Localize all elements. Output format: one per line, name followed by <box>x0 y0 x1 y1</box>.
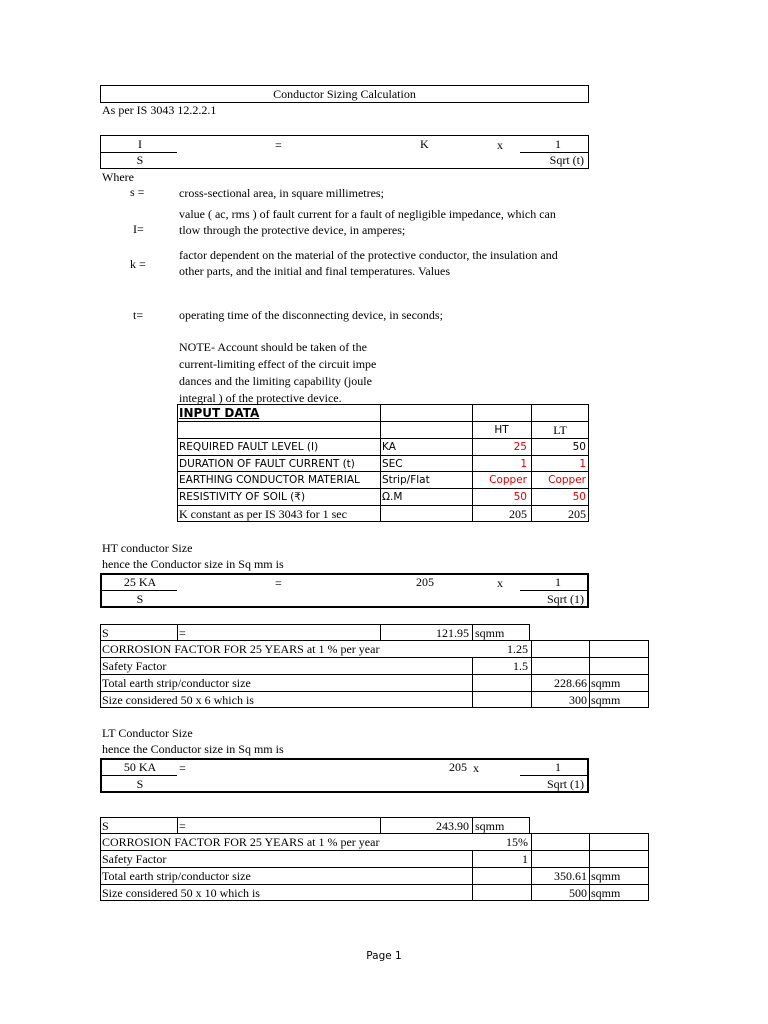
row-duration-unit: SEC <box>382 458 403 470</box>
ht-formula-one: 1 <box>555 575 561 589</box>
ht-formula-s: S <box>136 592 144 606</box>
note-line-4: integral ) of the protective device. <box>179 391 342 405</box>
lt-s-col-5 <box>529 817 530 833</box>
formula-k: K <box>420 137 429 151</box>
lt-formula-k: 205 <box>449 760 467 774</box>
ht-total-value: 228.66 <box>554 676 587 690</box>
def-k-text-1: factor dependent on the material of the protective conductor, the insulation and <box>179 248 558 262</box>
ht-size-unit: sqmm <box>591 693 621 707</box>
def-s-symbol: s = <box>130 185 145 199</box>
page-title: Conductor Sizing Calculation <box>273 87 416 101</box>
input-row-divider-4 <box>177 471 589 472</box>
ht-safety-value: 1.5 <box>513 659 528 673</box>
row-duration-lt: 1 <box>579 458 586 470</box>
formula-equals: = <box>275 138 282 152</box>
def-t-text: operating time of the disconnecting device, in seconds; <box>179 308 443 322</box>
ht-total-unit: sqmm <box>591 676 621 690</box>
def-i-symbol: I= <box>133 222 144 236</box>
row-resistivity-lt: 50 <box>572 491 586 503</box>
lt-formula-s: S <box>136 777 144 791</box>
page-number: Page 1 <box>366 950 402 962</box>
lt-heading: LT Conductor Size <box>102 726 193 740</box>
lt-col-divider-3 <box>589 833 590 901</box>
ht-subheading: hence the Conductor size in Sq mm is <box>102 557 284 571</box>
row-fault-level-lt: 50 <box>572 441 586 453</box>
row-k-constant-label: K constant as per IS 3043 for 1 sec <box>179 507 347 521</box>
lt-s-value: 243.90 <box>436 819 469 833</box>
ht-heading: HT conductor Size <box>102 541 193 555</box>
row-material-unit: Strip/Flat <box>382 474 430 486</box>
ht-total-label: Total earth strip/conductor size <box>102 676 251 690</box>
row-resistivity-unit: Ω.M <box>382 491 403 503</box>
lt-corrosion-label: CORROSION FACTOR FOR 25 YEARS at 1 % per year <box>102 835 380 849</box>
formula-i: I <box>138 137 142 151</box>
note-line-1: NOTE- Account should be taken of the <box>179 340 367 354</box>
lt-s-col-4 <box>472 817 473 833</box>
lt-s-equals: = <box>179 819 186 833</box>
lt-total-label: Total earth strip/conductor size <box>102 869 251 883</box>
row-material-ht: Copper <box>489 474 527 486</box>
lt-formula-divider-right <box>520 775 589 776</box>
ht-s-col-5 <box>529 624 530 640</box>
row-k-constant-ht: 205 <box>509 507 527 521</box>
ht-safety-label: Safety Factor <box>102 659 167 673</box>
def-k-symbol: k = <box>130 257 146 271</box>
ht-s-unit: sqmm <box>475 626 505 640</box>
def-i-text-1: value ( ac, rms ) of fault current for a fault of negligible impedance, which can <box>179 207 556 221</box>
lt-row-divider-2 <box>100 867 649 868</box>
lt-total-unit: sqmm <box>591 869 621 883</box>
input-row-divider-2 <box>177 438 589 439</box>
ht-corrosion-label: CORROSION FACTOR FOR 25 YEARS at 1 % per year <box>102 642 380 656</box>
formula-sqrt: Sqrt (t) <box>549 153 584 167</box>
ht-formula-current: 25 KA <box>123 575 157 589</box>
ht-s-value: 121.95 <box>436 626 469 640</box>
ht-formula-divider-left <box>100 590 177 591</box>
row-duration-label: DURATION OF FAULT CURRENT (t) <box>179 458 355 470</box>
lt-s-label: S <box>102 819 109 833</box>
input-row-divider-5 <box>177 488 589 489</box>
ht-row-divider-3 <box>100 691 649 692</box>
formula-x: x <box>497 138 503 152</box>
note-line-2: current-limiting effect of the circuit impe <box>179 357 377 371</box>
col-lt-header: LT <box>553 423 567 437</box>
lt-safety-label: Safety Factor <box>102 852 167 866</box>
row-material-lt: Copper <box>548 474 586 486</box>
row-material-label: EARTHING CONDUCTOR MATERIAL <box>179 474 360 486</box>
ht-size-value: 300 <box>569 693 587 707</box>
lt-s-col-1 <box>100 817 101 833</box>
ht-formula-divider-right <box>520 590 589 591</box>
lt-s-col-2 <box>177 817 178 833</box>
col-ht-header: HT <box>494 424 509 436</box>
ht-s-col-1 <box>100 624 101 640</box>
row-resistivity-label: RESISTIVITY OF SOIL (₹) <box>179 491 306 503</box>
def-t-symbol: t= <box>133 308 144 322</box>
formula-s: S <box>136 153 144 167</box>
lt-formula-sqrt: Sqrt (1) <box>547 777 584 791</box>
def-k-text-2: other parts, and the initial and final temperatures. Values <box>179 264 451 278</box>
ht-row-divider-2 <box>100 674 649 675</box>
input-data-heading: INPUT DATA <box>179 406 260 420</box>
input-row-divider-3 <box>177 455 589 456</box>
row-fault-level-ht: 25 <box>513 441 527 453</box>
input-row-divider-6 <box>177 505 589 506</box>
row-resistivity-ht: 50 <box>513 491 527 503</box>
lt-formula-current: 50 KA <box>123 760 157 774</box>
note-line-3: dances and the limiting capability (joule <box>179 374 372 388</box>
lt-size-value: 500 <box>569 886 587 900</box>
lt-total-value: 350.61 <box>554 869 587 883</box>
lt-safety-value: 1 <box>522 852 528 866</box>
lt-corrosion-value: 15% <box>506 835 528 849</box>
row-fault-level-unit: KA <box>382 441 396 453</box>
ht-s-row-top <box>100 624 529 625</box>
lt-formula-one: 1 <box>555 760 561 774</box>
ht-size-label: Size considered 50 x 6 which is <box>102 693 254 707</box>
ht-s-col-2 <box>177 624 178 640</box>
ht-s-equals: = <box>179 626 186 640</box>
ht-formula-x: x <box>497 576 503 590</box>
ht-corrosion-value: 1.25 <box>507 642 528 656</box>
ht-s-label: S <box>102 626 109 640</box>
ht-col-divider-3 <box>589 640 590 708</box>
lt-size-unit: sqmm <box>591 886 621 900</box>
row-fault-level-label: REQUIRED FAULT LEVEL (I) <box>179 441 319 453</box>
where-label: Where <box>102 170 134 184</box>
ht-formula-equals: = <box>275 576 282 590</box>
lt-size-label: Size considered 50 x 10 which is <box>102 886 260 900</box>
ht-formula-sqrt: Sqrt (1) <box>547 592 584 606</box>
lt-row-divider-1 <box>100 850 649 851</box>
lt-s-row-top <box>100 817 529 818</box>
lt-subheading: hence the Conductor size in Sq mm is <box>102 742 284 756</box>
def-i-text-2: tlow through the protective device, in amperes; <box>179 223 406 237</box>
def-s-text: cross-sectional area, in square millimetres; <box>179 186 384 200</box>
ht-s-col-4 <box>472 624 473 640</box>
lt-s-unit: sqmm <box>475 819 505 833</box>
lt-formula-equals: = <box>179 761 186 775</box>
standard-reference: As per IS 3043 12.2.2.1 <box>102 103 217 117</box>
row-k-constant-lt: 205 <box>568 507 586 521</box>
lt-row-divider-3 <box>100 884 649 885</box>
row-duration-ht: 1 <box>520 458 527 470</box>
ht-formula-k: 205 <box>416 575 434 589</box>
ht-row-divider-1 <box>100 657 649 658</box>
input-row-divider-1 <box>177 421 589 422</box>
lt-formula-x: x <box>473 761 479 775</box>
lt-formula-divider-left <box>100 775 177 776</box>
formula-one: 1 <box>555 137 561 151</box>
